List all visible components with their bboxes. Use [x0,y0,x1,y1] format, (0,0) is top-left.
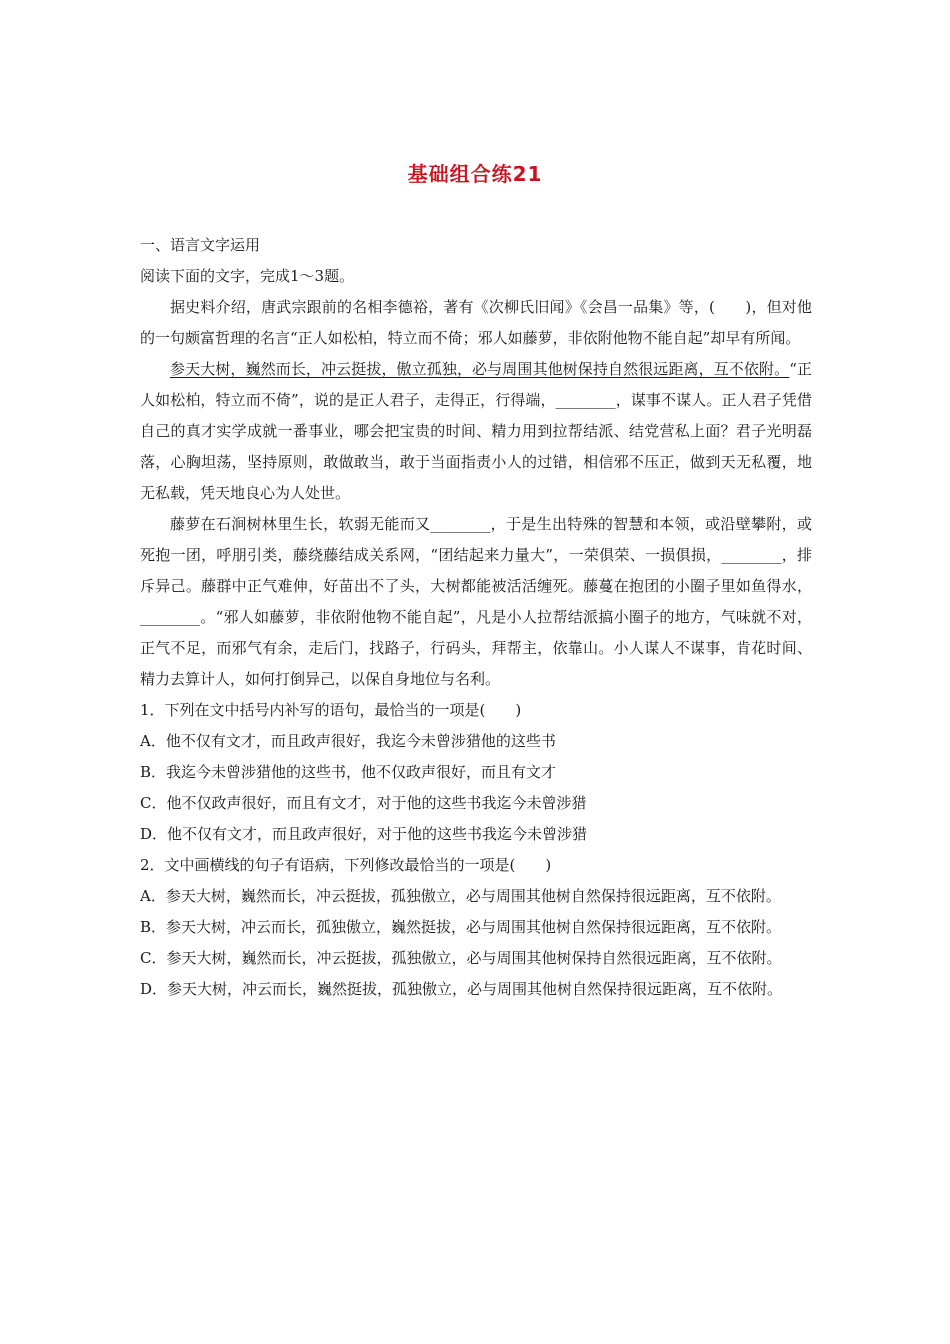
paragraph-2-text: “正人如松柏，特立而不倚”，说的是正人君子，走得正，行得端，________，谋事不谋人。正人君子凭借自己的真才实学成就一番事业，哪会把宝贵的时间、精力用到拉帮结派、结党营私上面？君子光明磊落，心胸坦荡，坚持原则，敢做敢当，敢于当面指责小人的过错，相信邪不压正，做到天无私覆，地无私载，凭天地良心为人处世。 [140,360,812,502]
question-stem: 1．下列在文中括号内补写的语句，最恰当的一项是( ) [140,701,522,719]
question-stem: 2．文中画横线的句子有语病，下列修改最恰当的一项是( ) [140,856,552,874]
answer-option-a: A．他不仅有文才，而且政声很好，我迄今未曾涉猎他的这些书 [140,732,556,750]
answer-option-b: B．参天大树，冲云而长，孤独傲立，巍然挺拔，必与周围其他树自然保持很远距离，互不依附。 [140,918,782,936]
question-1 [140,695,812,850]
answer-option-b: B．我迄今未曾涉猎他的这些书，他不仅政声很好，而且有文才 [140,763,557,781]
section-instruction: 阅读下面的文字，完成1～3题。 [140,267,355,285]
document-body [140,230,812,1005]
passage-paragraph-1: 据史料介绍，唐武宗跟前的名相李德裕，著有《次柳氏旧闻》《会昌一品集》等，( )，但对他的一句颇富哲理的名言“正人如松柏，特立而不倚；邪人如藤萝，非依附他物不能自起”却早有所闻。 [140,298,812,347]
answer-option-c: C．参天大树，巍然而长，冲云挺拔，孤独傲立，必与周围其他树保持自然很远距离，互不依附。 [140,949,782,967]
answer-option-d: D．参天大树，冲云而长，巍然挺拔，孤独傲立，必与周围其他树自然保持很远距离，互不依附。 [140,980,783,998]
passage-paragraph-3: 藤萝在石涧树林里生长，软弱无能而又________，于是生出特殊的智慧和本领，或沿壁攀附，或死抱一团，呼朋引类，藤绕藤结成关系网，“团结起来力量大”，一荣俱荣、一损俱损，________，排斥异己。藤群中正气难伸，好苗出不了头，大树都能被活活缠死。藤蔓在抱团的小圈子里如鱼得水，________。“邪人如藤萝，非依附他物不能自起”，凡是小人拉帮结派搞小圈子的地方，气味就不对，正气不足，而邪气有余，走后门，找路子，行码头，拜帮主，依靠山。小人谋人不谋事，肯花时间、精力去算计人，如何打倒异己，以保自身地位与名利。 [140,515,812,688]
answer-option-d: D．他不仅有文才，而且政声很好，对于他的这些书我迄今未曾涉猎 [140,825,588,843]
answer-option-a: A．参天大树，巍然而长，冲云挺拔，孤独傲立，必与周围其他树自然保持很远距离，互不依附。 [140,887,781,905]
underlined-sentence: 参天大树，巍然而长，冲云挺拔，傲立孤独，必与周围其他树保持自然很远距离，互不依附。 [170,360,790,378]
section-heading: 一、语言文字运用 [140,236,261,254]
page-title: 基础组合练21 [407,162,543,186]
passage-paragraph-2 [140,354,812,509]
question-2 [140,850,812,1005]
answer-option-c: C．他不仅政声很好，而且有文才，对于他的这些书我迄今未曾涉猎 [140,794,587,812]
